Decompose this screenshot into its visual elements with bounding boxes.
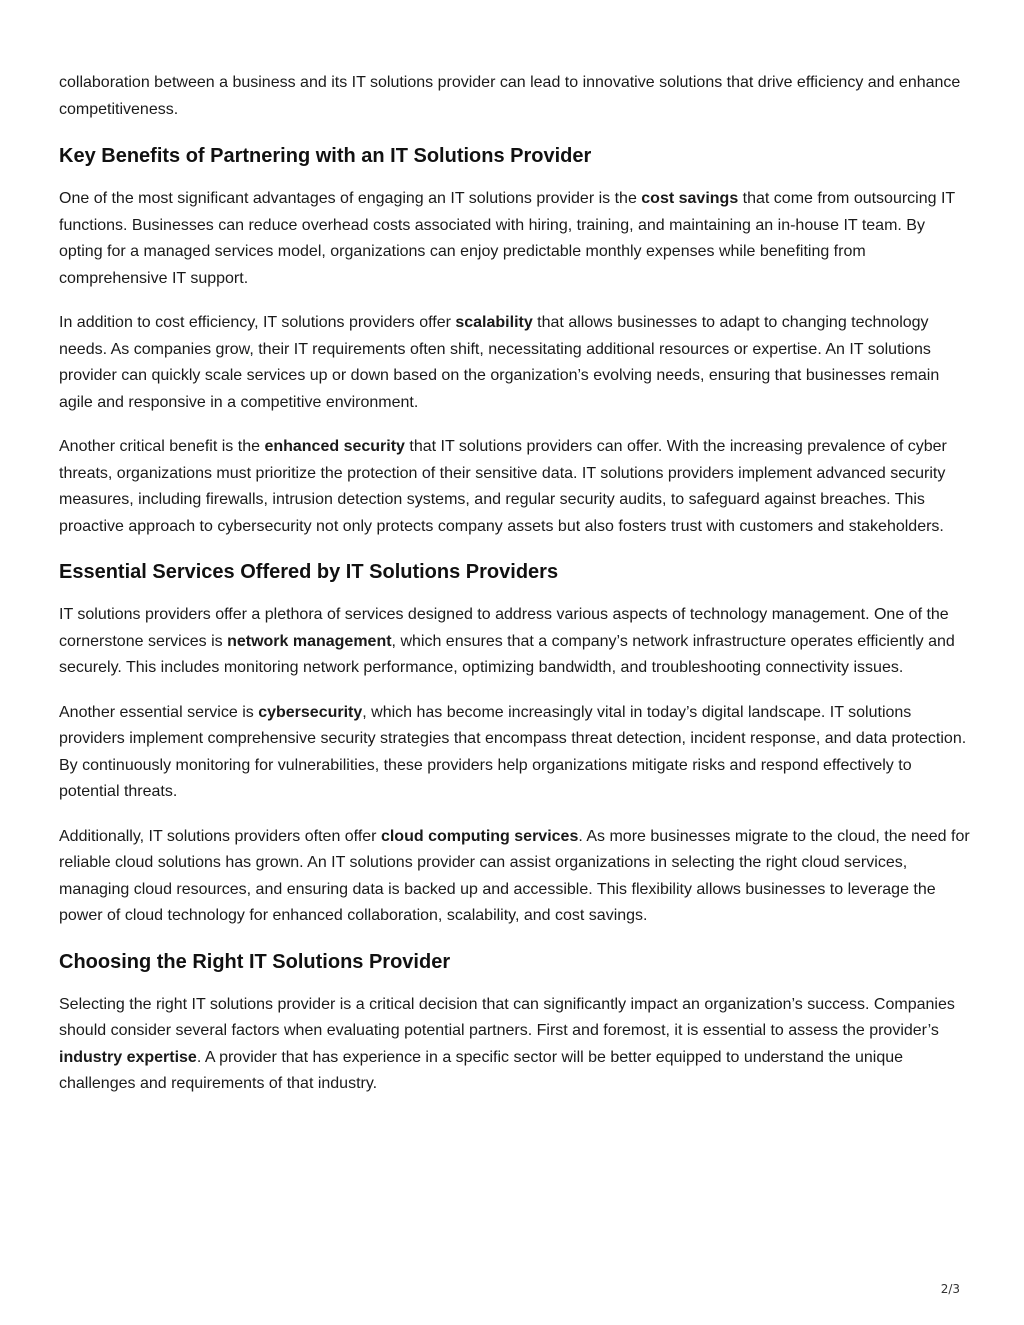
page-number: 2/3: [940, 1282, 960, 1296]
paragraph-text: Another critical benefit is the: [59, 438, 265, 455]
bold-term-network-management: network management: [227, 632, 392, 650]
paragraph-text: Selecting the right IT solutions provider is a critical decision that can significantly impact an organization’s success. Companies should consider several factors when evaluating potential partners. First and foremost, it is essential to assess the provider’s: [59, 995, 955, 1039]
document-body: [59, 70, 971, 1116]
section-heading-essential-services: Essential Services Offered by IT Solutions Providers: [59, 561, 559, 583]
paragraph-text: Additionally, IT solutions providers often offer: [59, 827, 381, 845]
paragraph-text: . As more businesses migrate to the cloud, the need for reliable cloud solutions has grown. An IT solutions provider can assist organizations in selecting the right cloud services, managing cloud resources, and ensuring data is backed up and accessible. This flexibility allows businesses to leverage the power of cloud technology for enhanced collaboration, scalability, and cost savings.: [59, 827, 970, 924]
bold-term-scalability: scalability: [455, 314, 533, 331]
paragraph-text: that allows businesses to adapt to changing technology needs. As companies grow, their IT requirements often shift, necessitating additional resources or expertise. An IT solutions provider can quickly scale services up or down based on the organization’s evolving needs, ensuring that businesses remain agile and responsive in a competitive environment.: [59, 314, 940, 411]
paragraph-text: In addition to cost efficiency, IT solutions providers offer: [59, 314, 456, 331]
services-paragraph-cloud-computing: [59, 824, 971, 930]
paragraph-text: , which ensures that a company’s network infrastructure operates efficiently and securely. This includes monitoring network performance, optimizing bandwidth, and troubleshooting connectivity issues.: [59, 632, 955, 676]
section-heading-key-benefits: Key Benefits of Partnering with an IT Solutions Provider: [59, 145, 592, 167]
paragraph-text: One of the most significant advantages of engaging an IT solutions provider is the: [59, 190, 642, 207]
benefits-paragraph-enhanced-security: [59, 434, 971, 540]
bold-term-cybersecurity: cybersecurity: [258, 703, 363, 721]
bold-term-cloud-computing-services: cloud computing services: [380, 827, 579, 845]
services-paragraph-cybersecurity: [59, 700, 971, 806]
paragraph-text: that come from outsourcing IT functions. Businesses can reduce overhead costs associated with hiring, training, and maintaining an in-house IT team. By opting for a managed services model, organizations can enjoy predictable monthly expenses while benefiting from comprehensive IT support.: [59, 190, 955, 287]
paragraph-text: Another essential service is: [59, 703, 259, 721]
benefits-paragraph-cost-savings: [59, 186, 971, 292]
intro-text: collaboration between a business and its IT solutions provider can lead to innovative solutions that drive efficiency and enhance competitiveness.: [59, 74, 961, 118]
choosing-paragraph-industry-expertise: [59, 992, 971, 1098]
paragraph-text: , which has become increasingly vital in today’s digital landscape. IT solutions providers implement comprehensive security strategies that encompass threat detection, incident response, and data protection. By continuously monitoring for vulnerabilities, these providers help organizations mitigate risks and respond effectively to potential threats.: [59, 703, 967, 800]
benefits-paragraph-scalability: [59, 310, 971, 416]
section-heading-choosing-provider: Choosing the Right IT Solutions Provider: [59, 950, 451, 973]
paragraph-text: IT solutions providers offer a plethora of services designed to address various aspects of technology management. One of the cornerstone services is: [59, 606, 949, 650]
intro-paragraph: [59, 70, 971, 123]
bold-term-cost-savings: cost savings: [641, 190, 739, 207]
paragraph-text: . A provider that has experience in a specific sector will be better equipped to understand the unique challenges and requirements of that industry.: [59, 1048, 904, 1092]
services-paragraph-network-management: [59, 602, 971, 682]
bold-term-enhanced-security: enhanced security: [264, 438, 405, 455]
paragraph-text: that IT solutions providers can offer. With the increasing prevalence of cyber threats, organizations must prioritize the protection of their sensitive data. IT solutions providers implement advanced security measures, including firewalls, intrusion detection systems, and regular security audits, to safeguard against breaches. This proactive approach to cybersecurity not only protects company assets but also fosters trust with customers and stakeholders.: [59, 438, 947, 535]
bold-term-industry-expertise: industry expertise: [59, 1048, 197, 1066]
